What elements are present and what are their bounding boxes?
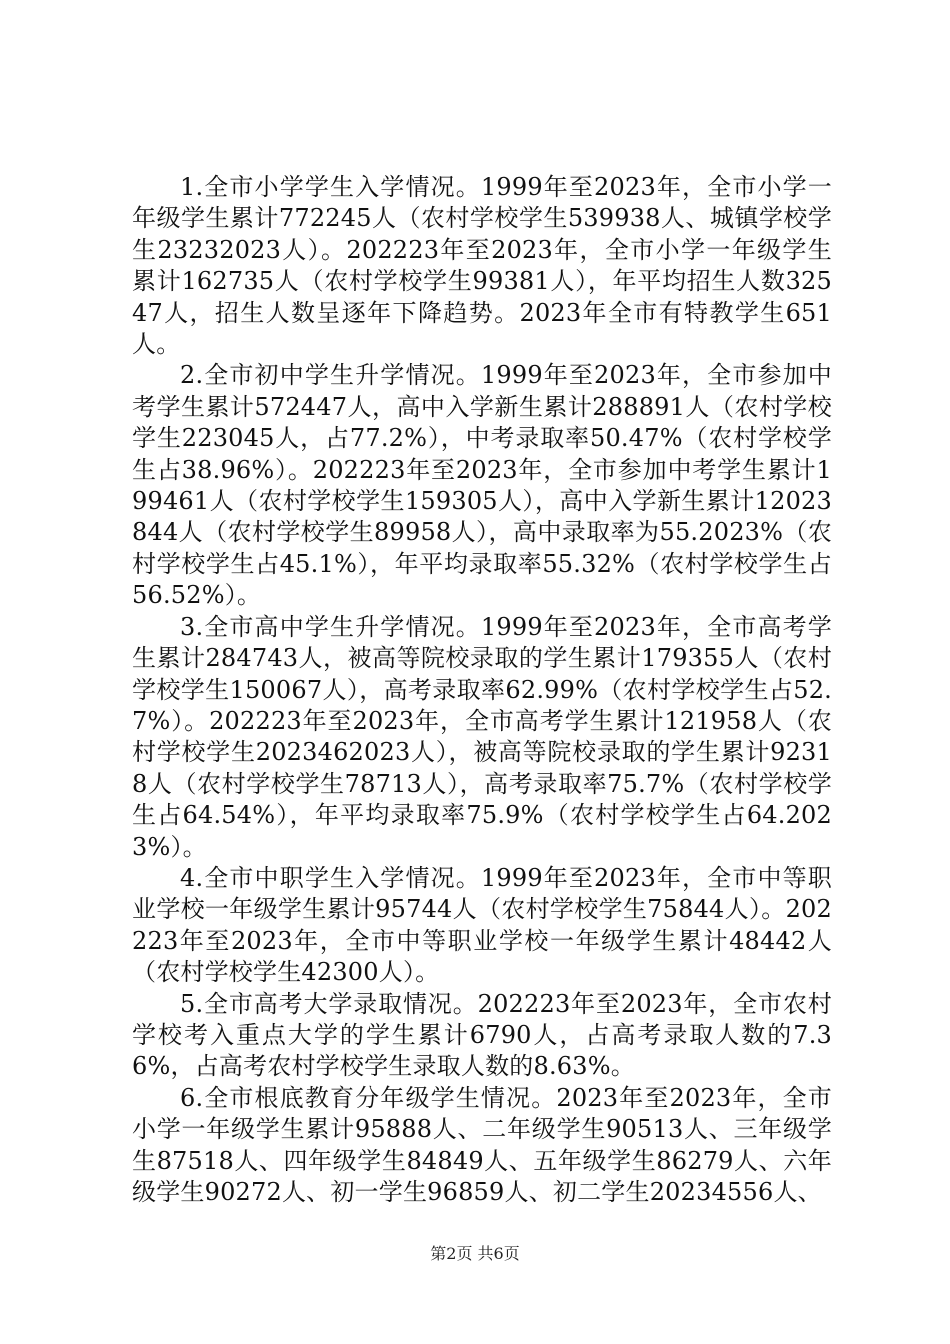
document-body (132, 172, 832, 1208)
paragraph-primary-school-enrollment: 1.全市小学学生入学情况。1999年至2023年，全市小学一年级学生累计772245人（农村学校学生539938人、城镇学校学生23232023人）。202223年至2023年，全市小学一年级学生累计162735人（农村学校学生99381人），年平均招生人数32547人，招生人数呈逐年下降趋势。2023年全市有特教学生651人。 (132, 173, 832, 359)
paragraph-university-admission: 5.全市高考大学录取情况。202223年至2023年，全市农村学校考入重点大学的学生累计6790人，占高考录取人数的7.36%，占高考农村学校学生录取人数的8.63%。 (132, 989, 832, 1081)
page-number-footer: 第2页 共6页 (430, 1244, 520, 1263)
paragraph-senior-high-promotion: 3.全市高中学生升学情况。1999年至2023年，全市高考学生累计284743人，被高等院校录取的学生累计179355人（农村学校学生150067人），高考录取率62.99%（农村学校学生占52.7%）。202223年至2023年，全市高考学生累计121958人（农村学校学生2023462023人），被高等院校录取的学生累计92318人（农村学校学生78713人），高考录取率75.7%（农村学校学生占64.54%），年平均录取率75.9%（农村学校学生占64.2023%）。 (132, 612, 832, 861)
paragraph-vocational-enrollment: 4.全市中职学生入学情况。1999年至2023年，全市中等职业学校一年级学生累计95744人（农村学校学生75844人）。202223年至2023年，全市中等职业学校一年级学生累计48442人（农村学校学生42300人）。 (132, 863, 832, 987)
paragraph-junior-high-promotion: 2.全市初中学生升学情况。1999年至2023年，全市参加中考学生累计572447人，高中入学新生累计288891人（农村学校学生223045人，占77.2%），中考录取率50.47%（农村学校学生占38.96%）。202223年至2023年，全市参加中考学生累计199461人（农村学校学生159305人），高中入学新生累计12023844人（农村学校学生89958人），高中录取率为55.2023%（农村学校学生占45.1%），年平均录取率55.32%（农村学校学生占56.52%）。 (132, 361, 832, 610)
paragraph-grade-breakdown: 6.全市根底教育分年级学生情况。2023年至2023年，全市小学一年级学生累计95888人、二年级学生90513人、三年级学生87518人、四年级学生84849人、五年级学生86279人、六年级学生90272人、初一学生96859人、初二学生20234556人、 (132, 1083, 832, 1206)
